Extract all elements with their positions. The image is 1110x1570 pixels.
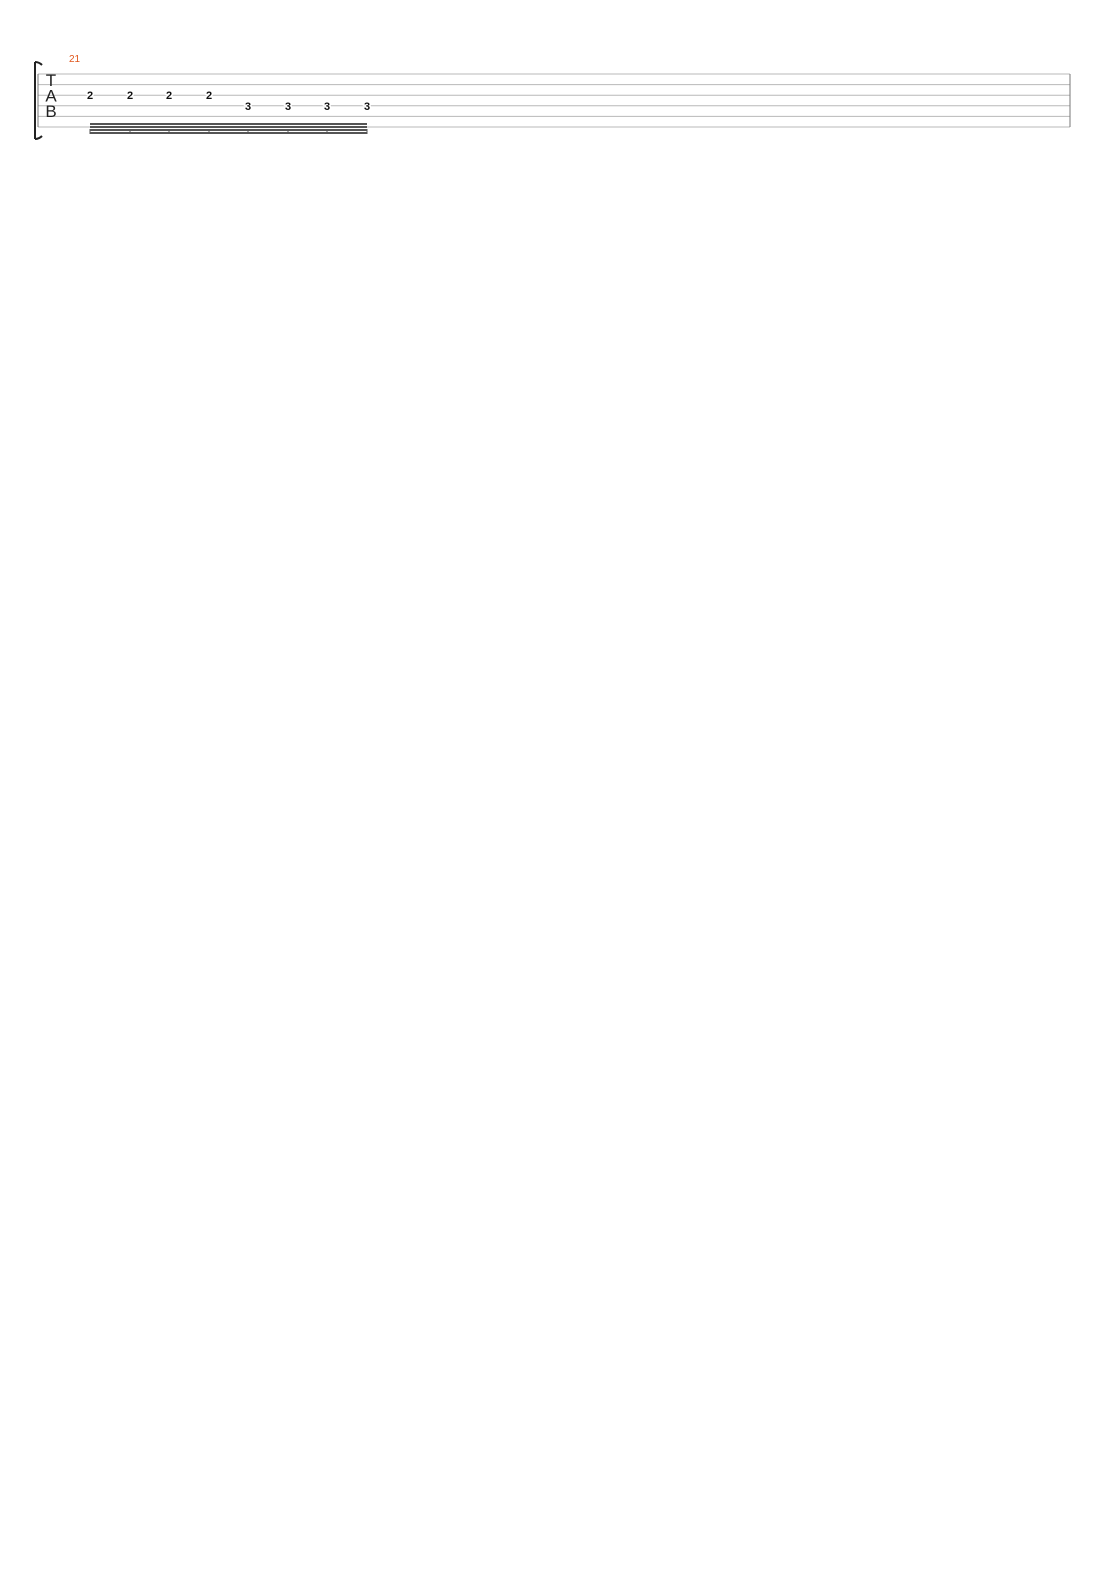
tab-system [35, 54, 1070, 139]
beam [90, 129, 367, 131]
fret-number: 3 [244, 100, 252, 113]
beam [90, 132, 367, 134]
fret-number: 3 [323, 100, 331, 113]
tab-clef-letter: B [45, 102, 57, 121]
bar-number: 21 [69, 54, 81, 65]
beam [90, 123, 367, 125]
fret-number: 3 [284, 100, 292, 113]
fret-number: 2 [126, 90, 134, 103]
tab-clef-letter: A [45, 86, 57, 106]
fret-number: 2 [86, 90, 94, 103]
tab-clef-letter: T [45, 71, 57, 90]
fret-number: 3 [363, 100, 371, 113]
fret-number: 2 [205, 90, 213, 103]
fret-number: 2 [165, 90, 173, 103]
beam [90, 126, 367, 128]
